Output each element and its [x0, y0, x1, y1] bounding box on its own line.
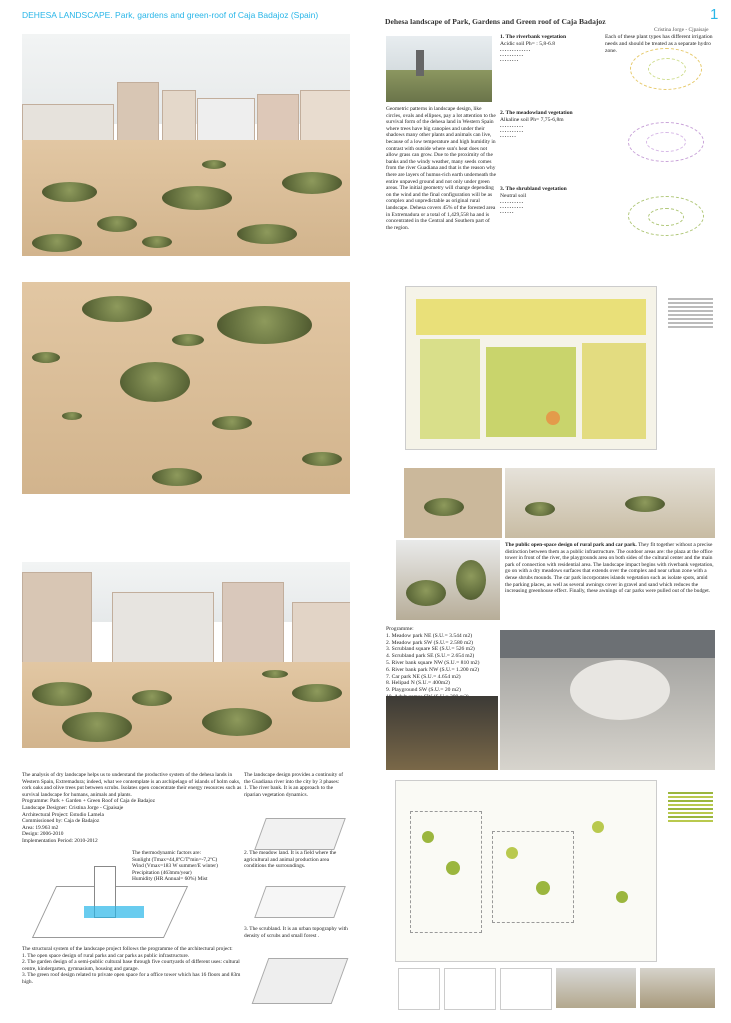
- veg3-species: • • • • • • • • • • • • • • • • • • • • • • • • • •: [500, 199, 524, 215]
- programme-item: 8. Helipad N (S.U.= 400m2): [386, 680, 450, 687]
- thumb-photo-1: [556, 968, 636, 1008]
- thumb-detail-2: [444, 968, 496, 1010]
- thermo-heading: The thermodynamic factors are:: [132, 850, 201, 856]
- continuity-text: The landscape design provides a continuity of the Guadiana river into the city by 3 phases:: [244, 772, 344, 785]
- programme-item: 4. Scrubland park SE (S.U.= 2.654 m2): [386, 653, 475, 660]
- structural-item: 2. The garden design of a semi-public cultural base through five courtyards of different uses: cultural centre, kindergarten, gymnasium, housing and garage.: [22, 959, 240, 972]
- structural-item: 1. The open space design of rural parks and car parks as public infrastructure.: [22, 952, 190, 959]
- poster-title: DEHESA LANDSCAPE. Park, gardens and green-roof of Caja Badajoz (Spain): [22, 10, 319, 20]
- veg3-title: 3. The shrubland vegetation: [500, 186, 567, 192]
- project-info-line: Programme: Park + Garden + Green Roof of Caja de Badajoz: [22, 798, 156, 805]
- veg2-block: [500, 110, 600, 139]
- photo-green-roof-1: [22, 34, 350, 256]
- project-info-line: Implementation Period: 2010-2012: [22, 837, 98, 844]
- photo-plaza: [500, 630, 715, 770]
- photo-night: [386, 696, 498, 770]
- structural-text: The structural system of the landscape project follows the programme of the architectural project:: [22, 946, 233, 952]
- photo-riverbank: [386, 36, 492, 102]
- phase-2: 2. The meadow land. It is a field where the agricultural and animal production area conditions the surroundings.: [244, 850, 337, 870]
- site-plan-1: [405, 286, 657, 450]
- analysis-block: [22, 772, 242, 845]
- veg3-soil: Neutral soil: [500, 192, 527, 199]
- veg1-species: • • • • • • • • • • • • • • • • • • • • • • • • • • • • • • •: [500, 47, 531, 63]
- planting-diagram-3: [620, 192, 715, 242]
- veg2-soil: Alkaline soil Ph= 7,75-6,8m: [500, 116, 564, 123]
- project-info-line: Commissioned by: Caja de Badajoz: [22, 818, 100, 825]
- thermo-item: Humidity (HR Annual= 60%) Mist: [132, 876, 208, 883]
- right-title: Dehesa landscape of Park, Gardens and Green roof of Caja Badajoz: [385, 17, 606, 26]
- programme-item: 1. Meadow park NE (S.U.= 3.544 m2): [386, 632, 473, 639]
- site-plan-2: [395, 780, 657, 962]
- planting-diagram-2: [620, 118, 715, 168]
- planting-diagram-1: [620, 44, 715, 102]
- project-info-line: Design: 2006-2010: [22, 831, 64, 838]
- veg2-title: 2. The meadowland vegetation: [500, 110, 573, 116]
- veg2-species: • • • • • • • • • • • • • • • • • • • • • • • • • • •: [500, 123, 524, 139]
- thermo-item: Precipitation (463mm/year): [132, 869, 192, 876]
- photo-green-roof-3: [22, 562, 350, 748]
- structural-block: [22, 946, 242, 986]
- thermo-item: Sunlight (Tmax=44,8ºC/Tºmin=-7,2ºC): [132, 856, 218, 863]
- structural-item: 3. The green roof design related to private open space for a office tower which has 16 floors and 83m high.: [22, 972, 241, 985]
- phase-2-diagram: [260, 880, 338, 920]
- phase-3: 3. The scrubland. It is an urban topography with density of scrubs and small forest .: [244, 926, 348, 939]
- thumb-photo-2: [640, 968, 715, 1008]
- photo-park-path: [396, 540, 500, 620]
- continuity-block: [244, 772, 350, 798]
- public-space-block: [505, 542, 715, 595]
- analysis-text: The analysis of dry landscape helps us to understand the productive system of the dehesa lands in Western Spain, Extremadura; indeed, what we contemplate is an archipelago of islands of holm oaks, cork oaks and olive trees put between scrubs. Isolates open concentrate their energy resources such as survival landscape for humans, animals and plants.: [22, 772, 242, 798]
- programme-item: 2. Meadow park SW (S.U.= 2.580 m2): [386, 639, 473, 646]
- veg3-block: [500, 186, 600, 215]
- veg1-soil: Acidic soil Ph= : 5,8-6.8: [500, 40, 556, 47]
- project-info-line: Landscape Designer: Cristina Jorge - Cjpaisaje: [22, 804, 124, 811]
- plan2-legend: [668, 790, 713, 824]
- zones-note: Each of these plant types has different irrigation needs and should be treated as a separate hydro zone.: [605, 34, 713, 54]
- public-space-title: The public open-space design of rural park and car park.: [505, 542, 637, 548]
- veg1-block: [500, 34, 600, 63]
- author-credit: Cristina Jorge - Cjpaisaje: [654, 27, 709, 33]
- programme-item: 9. Playground SW (S.U.= 20 m2): [386, 687, 461, 694]
- programme-item: 7. Car park NE (S.U.= 4.654 m2): [386, 673, 461, 680]
- phase-1-diagram: [260, 812, 338, 852]
- thermo-item: Wind (Vmax=183 W summer/E winter): [132, 863, 218, 870]
- phase-3-diagram: [260, 952, 338, 1008]
- veg1-title: 1. The riverbank vegetation: [500, 34, 567, 40]
- public-space-text: They fit together without a precise distinction between them as a public infrastructure. The outdoor areas are: the plaza at the office tower in front of the river, the playgrounds area on both sides of the cultural center and the main park of connection with residential area. The landscape impact begins with riverbank vegetation, go on with a dry meadows surfaces that extends over the complex and near urban zone with a dense shrubs mounds. The car park incorporates islands vegetation such as isolate spots, amid the parking places, as well as several awnings cover in gravel and sand which reduces the increasing greenhouse effect. Finally, these awnings of car parks were pulled out of the budget.: [505, 542, 714, 595]
- programme-item: 3. Scrubland square SE (S.U.= 526 m2): [386, 646, 475, 653]
- intro-text: Geometric patterns in landscape design, like circles, ovals and ellipses, pay a lot attention to the survival form of the dehesa land in Western Spain where trees have big canopies and under their shadows many other plants and animals can live, because of a low temperature and high humidity in contrast with outside where sun's heat does not allow grass can grow. Due to the proximity of the banks and the windy weather, many seeds comes from the river Guadiana and that is the reason why there are layers of humus-rich earth underneath the entire unpaved ground and not only under green areas. The initial geometry will change depending on the wind and the final configuration will be as complex and unpredictable as original rural landscape. Dehesa covers 45% of the forested area in Extremadura or a total of 1,429,558 ha and is concentrated in the Central and Southern part of the region.: [386, 106, 497, 231]
- photo-park-wide: [505, 468, 715, 538]
- axonometric-sketch: [24, 866, 184, 944]
- photo-park-aerial: [404, 468, 502, 538]
- photo-green-roof-2: [22, 282, 350, 494]
- page-number: 1: [710, 6, 719, 23]
- phase-1: 1. The river bank. It is an approach to the riparian vegetation dynamics.: [244, 785, 333, 798]
- programme-item: 6. River bank park NW (S.U.= 1.200 m2): [386, 666, 480, 673]
- project-info-line: Area: 19.963 m2: [22, 824, 59, 831]
- thumb-detail-1: [398, 968, 440, 1010]
- plan1-legend: [668, 296, 713, 330]
- programme-item: 5. River bank square NW (S.U.= 810 m2): [386, 659, 480, 666]
- programme-heading: Programme:: [386, 626, 414, 632]
- project-info-line: Architectural Project: Estudio Lamela: [22, 811, 104, 818]
- thumb-detail-3: [500, 968, 552, 1010]
